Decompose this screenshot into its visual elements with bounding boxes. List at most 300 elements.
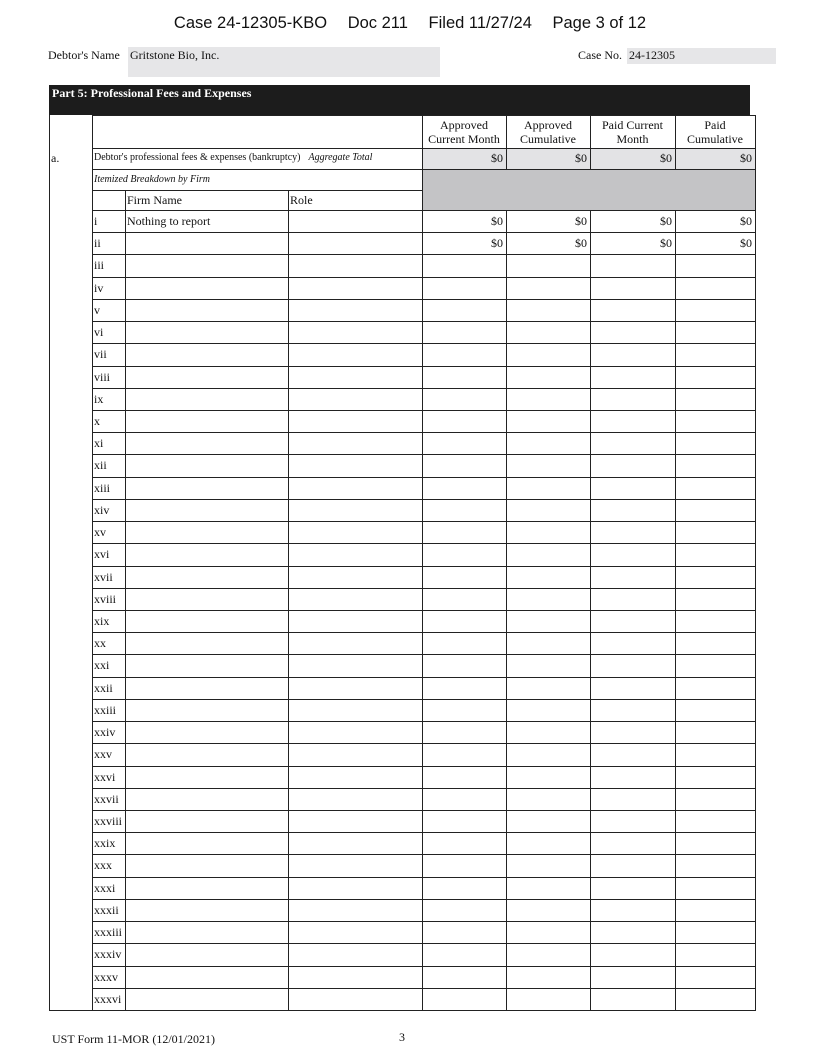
fee-amount-cell[interactable]: $0 <box>575 236 587 250</box>
fee-amount-cell[interactable] <box>422 436 506 454</box>
fee-amount-cell[interactable] <box>590 481 675 499</box>
role-cell[interactable] <box>290 881 420 899</box>
role-cell[interactable] <box>290 814 420 832</box>
fee-amount-cell[interactable] <box>675 503 755 521</box>
fee-amount-cell[interactable] <box>422 992 506 1010</box>
firm-name-cell[interactable] <box>127 303 286 321</box>
role-cell[interactable] <box>290 747 420 766</box>
fee-amount-cell[interactable] <box>590 458 675 477</box>
role-cell[interactable] <box>290 392 420 410</box>
fee-amount-cell[interactable] <box>675 903 755 921</box>
fee-amount-cell[interactable] <box>506 503 590 521</box>
role-cell[interactable] <box>290 481 420 499</box>
firm-name-cell[interactable] <box>127 370 286 388</box>
row-number: xxx <box>94 858 112 872</box>
role-cell[interactable] <box>290 303 420 321</box>
row-number: xxxiii <box>94 925 123 939</box>
row-number: xxxiv <box>94 947 122 961</box>
grid-line <box>92 566 756 567</box>
fee-amount-cell[interactable] <box>675 836 755 854</box>
fee-amount-cell[interactable] <box>422 947 506 966</box>
paid-cumulative-header: Paid Cumulative <box>687 118 743 146</box>
role-cell[interactable] <box>290 681 420 699</box>
firm-name-cell[interactable] <box>127 347 286 366</box>
grid-line <box>92 899 756 900</box>
firm-name-header: Firm Name <box>127 193 182 207</box>
row-number: xxiii <box>94 703 117 717</box>
grid-line <box>92 721 756 722</box>
role-cell[interactable] <box>290 236 420 254</box>
fee-amount-cell[interactable] <box>675 881 755 899</box>
firm-name-cell[interactable] <box>127 725 286 743</box>
role-cell[interactable] <box>290 414 420 432</box>
fee-amount-cell[interactable] <box>675 392 755 410</box>
grid-line <box>92 766 756 767</box>
fee-amount-cell[interactable] <box>590 814 675 832</box>
section-a-description: Debtor's professional fees & expenses (bankruptcy) <box>94 152 301 163</box>
fee-amount-cell[interactable] <box>422 525 506 543</box>
fee-amount-cell[interactable] <box>590 258 675 277</box>
fee-amount-cell[interactable] <box>506 281 590 299</box>
grid-line <box>92 521 756 522</box>
fee-amount-cell[interactable] <box>675 947 755 966</box>
fee-amount-cell[interactable] <box>590 792 675 810</box>
firm-name-cell[interactable] <box>127 436 286 454</box>
firm-name-cell[interactable] <box>127 481 286 499</box>
fee-amount-cell[interactable]: $0 <box>491 236 503 250</box>
fee-amount-cell[interactable] <box>506 658 590 677</box>
role-cell[interactable] <box>290 925 420 943</box>
firm-name-cell[interactable] <box>127 258 286 277</box>
fee-amount-cell[interactable] <box>422 925 506 943</box>
fee-amount-cell[interactable] <box>506 347 590 366</box>
row-number: xxvii <box>94 792 119 806</box>
firm-name-cell[interactable] <box>127 947 286 966</box>
section-a-label <box>94 151 420 169</box>
doc-number-stamp: Doc 211 <box>347 14 408 32</box>
fee-amount-cell[interactable] <box>590 836 675 854</box>
firm-name-cell[interactable] <box>127 414 286 432</box>
fee-amount-cell[interactable] <box>590 370 675 388</box>
fee-amount-cell[interactable] <box>506 636 590 654</box>
fee-amount-cell[interactable] <box>590 414 675 432</box>
fee-amount-cell[interactable] <box>422 281 506 299</box>
fee-amount-cell[interactable] <box>422 547 506 566</box>
fee-amount-cell[interactable] <box>675 592 755 610</box>
fee-amount-cell[interactable] <box>422 481 506 499</box>
grid-line <box>92 410 756 411</box>
fee-amount-cell[interactable] <box>590 525 675 543</box>
role-cell[interactable] <box>290 547 420 566</box>
fee-amount-cell[interactable] <box>422 658 506 677</box>
role-cell[interactable] <box>290 370 420 388</box>
fee-amount-cell[interactable] <box>675 481 755 499</box>
firm-name-cell[interactable] <box>127 792 286 810</box>
grid-line <box>288 190 289 1011</box>
row-number: xvii <box>94 570 113 584</box>
firm-name-cell[interactable] <box>127 281 286 299</box>
firm-name-cell[interactable] <box>127 814 286 832</box>
grid-line <box>590 115 591 149</box>
fee-amount-cell[interactable] <box>675 703 755 721</box>
fee-amount-cell[interactable] <box>590 703 675 721</box>
fee-amount-cell[interactable] <box>675 925 755 943</box>
fee-amount-cell[interactable] <box>590 503 675 521</box>
fee-amount-cell[interactable]: $0 <box>575 214 587 228</box>
firm-name-cell[interactable] <box>127 236 286 254</box>
fee-amount-cell[interactable] <box>675 547 755 566</box>
grid-line <box>92 499 756 500</box>
row-number: xxv <box>94 747 112 761</box>
grid-line <box>92 743 756 744</box>
role-cell[interactable] <box>290 836 420 854</box>
grid-line <box>49 115 50 1011</box>
row-number: xxxvi <box>94 992 122 1006</box>
row-number: xx <box>94 636 106 650</box>
fee-amount-cell[interactable] <box>590 970 675 988</box>
case-no-label: Case No. <box>578 48 622 62</box>
fee-amount-cell[interactable] <box>422 903 506 921</box>
row-number: xxi <box>94 658 110 672</box>
role-cell[interactable] <box>290 947 420 966</box>
firm-name-cell[interactable] <box>127 458 286 477</box>
fee-amount-cell[interactable] <box>506 458 590 477</box>
fee-amount-cell[interactable] <box>422 303 506 321</box>
grid-line <box>675 115 676 149</box>
role-cell[interactable] <box>290 770 420 788</box>
row-number: ii <box>94 236 101 250</box>
fee-amount-cell[interactable] <box>506 747 590 766</box>
fee-amount-cell[interactable] <box>590 592 675 610</box>
role-cell[interactable] <box>290 458 420 477</box>
fee-amount-cell[interactable] <box>506 770 590 788</box>
role-cell[interactable] <box>290 614 420 632</box>
fee-amount-cell[interactable] <box>675 325 755 343</box>
firm-name-cell[interactable] <box>127 614 286 632</box>
fee-amount-cell[interactable] <box>590 570 675 588</box>
grid-line <box>92 854 756 855</box>
row-number: xxxv <box>94 970 118 984</box>
fee-amount-cell[interactable] <box>506 725 590 743</box>
fee-amount-cell[interactable]: $0 <box>660 236 672 250</box>
fee-amount-cell[interactable] <box>590 347 675 366</box>
role-cell[interactable] <box>290 725 420 743</box>
grid-line <box>92 277 756 278</box>
fee-amount-cell[interactable] <box>422 414 506 432</box>
grid-line <box>92 388 756 389</box>
fee-amount-cell[interactable] <box>422 792 506 810</box>
row-number: vii <box>94 347 107 361</box>
paid-current-month-header: Paid Current Month <box>602 118 663 146</box>
fee-amount-cell[interactable] <box>675 658 755 677</box>
fee-amount-cell[interactable] <box>422 570 506 588</box>
row-number: xviii <box>94 592 117 606</box>
fee-amount-cell[interactable] <box>590 881 675 899</box>
firm-name-cell[interactable] <box>127 636 286 654</box>
firm-name-cell[interactable] <box>127 525 286 543</box>
fee-amount-cell[interactable] <box>590 436 675 454</box>
firm-name-cell[interactable] <box>127 592 286 610</box>
role-cell[interactable] <box>290 636 420 654</box>
part-5-title-bar: Part 5: Professional Fees and Expenses <box>49 85 750 115</box>
fee-amount-cell[interactable] <box>675 347 755 366</box>
fee-amount-cell[interactable] <box>506 703 590 721</box>
fee-amount-cell[interactable] <box>675 281 755 299</box>
grid-line <box>125 190 126 1011</box>
fee-amount-cell[interactable] <box>422 370 506 388</box>
debtor-name-label: Debtor's Name <box>48 48 120 62</box>
row-number: xiii <box>94 481 111 495</box>
row-number: xxix <box>94 836 116 850</box>
row-number: xiv <box>94 503 110 517</box>
firm-name-cell[interactable] <box>127 503 286 521</box>
row-number: viii <box>94 370 111 384</box>
grid-line <box>92 632 756 633</box>
fee-amount-cell[interactable] <box>675 414 755 432</box>
fee-amount-cell[interactable] <box>422 325 506 343</box>
fee-amount-cell[interactable] <box>422 858 506 877</box>
row-number: xv <box>94 525 106 539</box>
firm-name-cell[interactable] <box>127 703 286 721</box>
fee-amount-cell[interactable] <box>506 547 590 566</box>
aggregate-total-value[interactable]: $0 <box>660 151 672 165</box>
fee-amount-cell[interactable] <box>590 681 675 699</box>
role-cell[interactable] <box>290 858 420 877</box>
fee-amount-cell[interactable] <box>506 858 590 877</box>
fee-amount-cell[interactable] <box>506 836 590 854</box>
grid-line <box>92 810 756 811</box>
fee-amount-cell[interactable] <box>675 770 755 788</box>
aggregate-total-value[interactable]: $0 <box>740 151 752 165</box>
fee-amount-cell[interactable] <box>506 481 590 499</box>
grid-line <box>92 232 756 233</box>
fee-amount-cell[interactable] <box>675 303 755 321</box>
row-number: xxii <box>94 681 113 695</box>
fee-amount-cell[interactable] <box>590 614 675 632</box>
row-number: xvi <box>94 547 110 561</box>
grid-line <box>92 610 756 611</box>
fee-amount-cell[interactable] <box>590 281 675 299</box>
fee-amount-cell[interactable] <box>506 792 590 810</box>
firm-name-cell[interactable] <box>127 925 286 943</box>
row-number: xxxi <box>94 881 116 895</box>
grid-line <box>92 148 756 149</box>
firm-name-cell[interactable] <box>127 681 286 699</box>
role-cell[interactable] <box>290 903 420 921</box>
row-number: vi <box>94 325 104 339</box>
fee-amount-cell[interactable] <box>506 525 590 543</box>
firm-name-cell[interactable] <box>127 325 286 343</box>
row-number: ix <box>94 392 104 406</box>
fee-amount-cell[interactable] <box>422 592 506 610</box>
role-cell[interactable] <box>290 347 420 366</box>
fee-amount-cell[interactable] <box>422 814 506 832</box>
fee-amount-cell[interactable] <box>506 414 590 432</box>
role-cell[interactable] <box>290 503 420 521</box>
fee-amount-cell[interactable] <box>506 903 590 921</box>
fee-amount-cell[interactable] <box>506 925 590 943</box>
firm-name-cell[interactable]: Nothing to report <box>127 214 211 228</box>
grid-line <box>92 877 756 878</box>
fee-amount-cell[interactable] <box>675 992 755 1010</box>
firm-name-cell[interactable] <box>127 836 286 854</box>
aggregate-total-value[interactable]: $0 <box>491 151 503 165</box>
fee-amount-cell[interactable] <box>590 903 675 921</box>
grid-line <box>92 169 756 170</box>
firm-name-cell[interactable] <box>127 881 286 899</box>
fee-amount-cell[interactable] <box>422 392 506 410</box>
role-cell[interactable] <box>290 325 420 343</box>
grid-line <box>92 832 756 833</box>
fee-amount-cell[interactable] <box>422 747 506 766</box>
fee-amount-cell[interactable] <box>422 725 506 743</box>
firm-name-cell[interactable] <box>127 747 286 766</box>
fee-amount-cell[interactable] <box>422 258 506 277</box>
role-cell[interactable] <box>290 592 420 610</box>
firm-name-cell[interactable] <box>127 658 286 677</box>
grid-line <box>92 921 756 922</box>
fee-amount-cell[interactable] <box>506 570 590 588</box>
fee-amount-cell[interactable] <box>675 725 755 743</box>
firm-name-cell[interactable] <box>127 770 286 788</box>
fee-amount-cell[interactable]: $0 <box>491 214 503 228</box>
fee-amount-cell[interactable] <box>422 681 506 699</box>
role-cell[interactable] <box>290 281 420 299</box>
fee-amount-cell[interactable] <box>675 525 755 543</box>
role-cell[interactable] <box>290 970 420 988</box>
fee-amount-cell[interactable] <box>590 325 675 343</box>
row-number: xxiv <box>94 725 116 739</box>
firm-name-cell[interactable] <box>127 992 286 1010</box>
fee-amount-cell[interactable] <box>590 747 675 766</box>
fee-amount-cell[interactable] <box>422 970 506 988</box>
fee-amount-cell[interactable] <box>590 658 675 677</box>
fee-amount-cell[interactable] <box>422 836 506 854</box>
aggregate-total-label: Aggregate Total <box>308 152 373 163</box>
fee-amount-cell[interactable] <box>675 681 755 699</box>
role-cell[interactable] <box>290 703 420 721</box>
itemized-shade <box>423 170 755 210</box>
fee-amount-cell[interactable] <box>675 792 755 810</box>
fee-amount-cell[interactable] <box>590 947 675 966</box>
fee-amount-cell[interactable] <box>506 881 590 899</box>
fee-amount-cell[interactable] <box>422 636 506 654</box>
fee-amount-cell[interactable]: $0 <box>660 214 672 228</box>
fee-amount-cell[interactable] <box>590 547 675 566</box>
fee-amount-cell[interactable] <box>422 614 506 632</box>
fee-amount-cell[interactable] <box>506 370 590 388</box>
grid-line <box>92 988 756 989</box>
fee-amount-cell[interactable] <box>675 458 755 477</box>
fee-amount-cell[interactable] <box>506 592 590 610</box>
fee-amount-cell[interactable] <box>422 458 506 477</box>
row-number: v <box>94 303 100 317</box>
fee-amount-cell[interactable] <box>506 814 590 832</box>
fee-amount-cell[interactable] <box>590 725 675 743</box>
fee-amount-cell[interactable] <box>590 992 675 1010</box>
firm-name-cell[interactable] <box>127 547 286 566</box>
fee-amount-cell[interactable] <box>590 392 675 410</box>
fee-amount-cell[interactable] <box>590 303 675 321</box>
aggregate-total-value[interactable]: $0 <box>575 151 587 165</box>
role-header: Role <box>290 193 313 207</box>
grid-line <box>92 343 756 344</box>
role-cell[interactable] <box>290 258 420 277</box>
grid-line <box>92 654 756 655</box>
role-cell[interactable] <box>290 658 420 677</box>
grid-line <box>92 966 756 967</box>
fee-amount-cell[interactable] <box>675 370 755 388</box>
fee-amount-cell[interactable] <box>506 325 590 343</box>
debtor-name-field[interactable]: Gritstone Bio, Inc. <box>128 47 440 77</box>
fee-amount-cell[interactable] <box>675 747 755 766</box>
fee-amount-cell[interactable] <box>422 703 506 721</box>
fee-amount-cell[interactable] <box>506 258 590 277</box>
fee-amount-cell[interactable] <box>675 636 755 654</box>
fee-amount-cell[interactable] <box>675 258 755 277</box>
approved-current-month-header: Approved Current Month <box>428 118 500 146</box>
grid-line <box>92 543 756 544</box>
fee-amount-cell[interactable] <box>590 770 675 788</box>
role-cell[interactable] <box>290 992 420 1010</box>
section-a-letter: a. <box>51 151 60 165</box>
fee-amount-cell[interactable] <box>506 992 590 1010</box>
fee-amount-cell[interactable] <box>675 436 755 454</box>
grid-line <box>92 321 756 322</box>
fee-amount-cell[interactable] <box>506 303 590 321</box>
grid-line <box>92 190 423 191</box>
firm-name-cell[interactable] <box>127 858 286 877</box>
row-number: x <box>94 414 100 428</box>
row-number: xi <box>94 436 104 450</box>
fee-amount-cell[interactable]: $0 <box>740 236 752 250</box>
fee-amount-cell[interactable] <box>675 858 755 877</box>
row-number: xxvi <box>94 770 116 784</box>
fee-amount-cell[interactable] <box>422 770 506 788</box>
fee-amount-cell[interactable] <box>590 925 675 943</box>
fee-amount-cell[interactable] <box>506 947 590 966</box>
fee-amount-cell[interactable] <box>590 858 675 877</box>
row-number: xix <box>94 614 110 628</box>
fee-amount-cell[interactable] <box>506 436 590 454</box>
firm-name-cell[interactable] <box>127 970 286 988</box>
role-cell[interactable] <box>290 792 420 810</box>
fee-amount-cell[interactable] <box>675 614 755 632</box>
fee-amount-cell[interactable] <box>506 970 590 988</box>
role-cell[interactable] <box>290 570 420 588</box>
firm-name-cell[interactable] <box>127 570 286 588</box>
fee-amount-cell[interactable] <box>506 614 590 632</box>
fee-amount-cell[interactable] <box>675 970 755 988</box>
fee-amount-cell[interactable] <box>506 392 590 410</box>
role-cell[interactable] <box>290 214 420 232</box>
fee-amount-cell[interactable]: $0 <box>740 214 752 228</box>
grid-line <box>92 788 756 789</box>
role-cell[interactable] <box>290 525 420 543</box>
fee-amount-cell[interactable] <box>506 681 590 699</box>
case-no-field[interactable]: 24-12305 <box>627 48 776 64</box>
fee-amount-cell[interactable] <box>422 503 506 521</box>
firm-name-cell[interactable] <box>127 392 286 410</box>
fee-amount-cell[interactable] <box>675 570 755 588</box>
fee-amount-cell[interactable] <box>675 814 755 832</box>
fee-amount-cell[interactable] <box>422 347 506 366</box>
firm-name-cell[interactable] <box>127 903 286 921</box>
fee-amount-cell[interactable] <box>590 636 675 654</box>
grid-line <box>92 454 756 455</box>
fee-amount-cell[interactable] <box>422 881 506 899</box>
role-cell[interactable] <box>290 436 420 454</box>
